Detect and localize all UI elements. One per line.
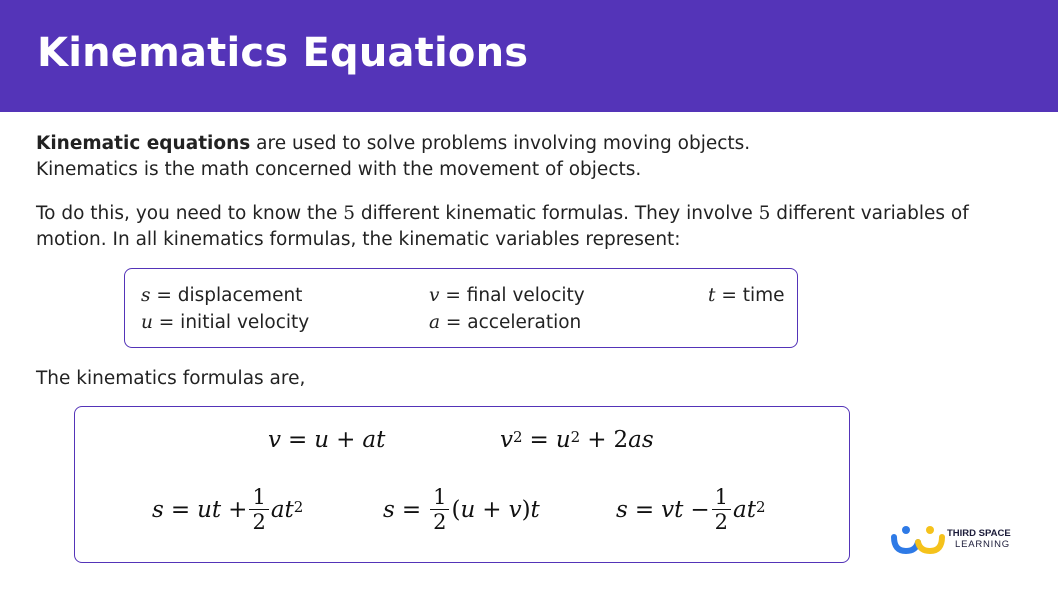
- variable-meaning: = final velocity: [439, 285, 585, 306]
- logo-line1: THIRD SPACE: [947, 528, 1011, 539]
- variable-a: [429, 311, 581, 335]
- variable-symbol: a: [429, 312, 441, 333]
- intro-paragraph: [36, 131, 1016, 183]
- formula-4: s = $\frac{1}{2}$ ( u + v ) t: [383, 485, 540, 534]
- para2-text-3: different variables of motion. In all kinematics formulas, the kinematic variables represent:: [36, 203, 969, 250]
- para2-text-1: To do this, you need to know the: [36, 203, 344, 224]
- formula-3: s = ut + $\frac{1}{2}$ at $^2$: [152, 485, 304, 534]
- variable-meaning: = acceleration: [440, 312, 582, 333]
- intro-line2-text: Kinematics is the math concerned with the movement of objects.: [36, 159, 642, 180]
- variables-box: [124, 268, 798, 348]
- variable-s: [141, 284, 302, 308]
- variables-paragraph: [36, 201, 1026, 253]
- page-title: Kinematics Equations: [37, 30, 529, 76]
- para2-text-2: different kinematic formulas. They involve: [355, 203, 759, 224]
- variable-symbol: u: [141, 312, 153, 333]
- formulas-box: [74, 406, 850, 563]
- title-banner: [0, 0, 1058, 112]
- variable-symbol: v: [429, 285, 440, 306]
- third-space-learning-logo-icon: [889, 524, 949, 554]
- variable-symbol: s: [141, 285, 151, 306]
- logo-text: [947, 528, 1011, 550]
- variable-v: [429, 284, 585, 308]
- variable-symbol: t: [708, 285, 716, 306]
- formula-1: v = u + at: [268, 427, 386, 453]
- variable-u: [141, 311, 309, 335]
- para2-number-2: 5: [758, 203, 771, 224]
- formulas-intro: The kinematics formulas are,: [36, 368, 306, 389]
- variable-meaning: = displacement: [150, 285, 303, 306]
- variable-meaning: = time: [715, 285, 785, 306]
- logo-line2: LEARNING: [955, 539, 1010, 550]
- variable-meaning: = initial velocity: [152, 312, 310, 333]
- formula-5: s = vt − $\frac{1}{2}$ at $^2$: [616, 485, 766, 534]
- variable-t: [708, 284, 785, 308]
- intro-bold-term: Kinematic equations: [36, 133, 251, 154]
- para2-number-1: 5: [343, 203, 356, 224]
- intro-line1-text: are used to solve problems involving moving objects.: [250, 133, 751, 154]
- formula-2: v $^2$ = u $^2$ + 2 as: [500, 427, 654, 453]
